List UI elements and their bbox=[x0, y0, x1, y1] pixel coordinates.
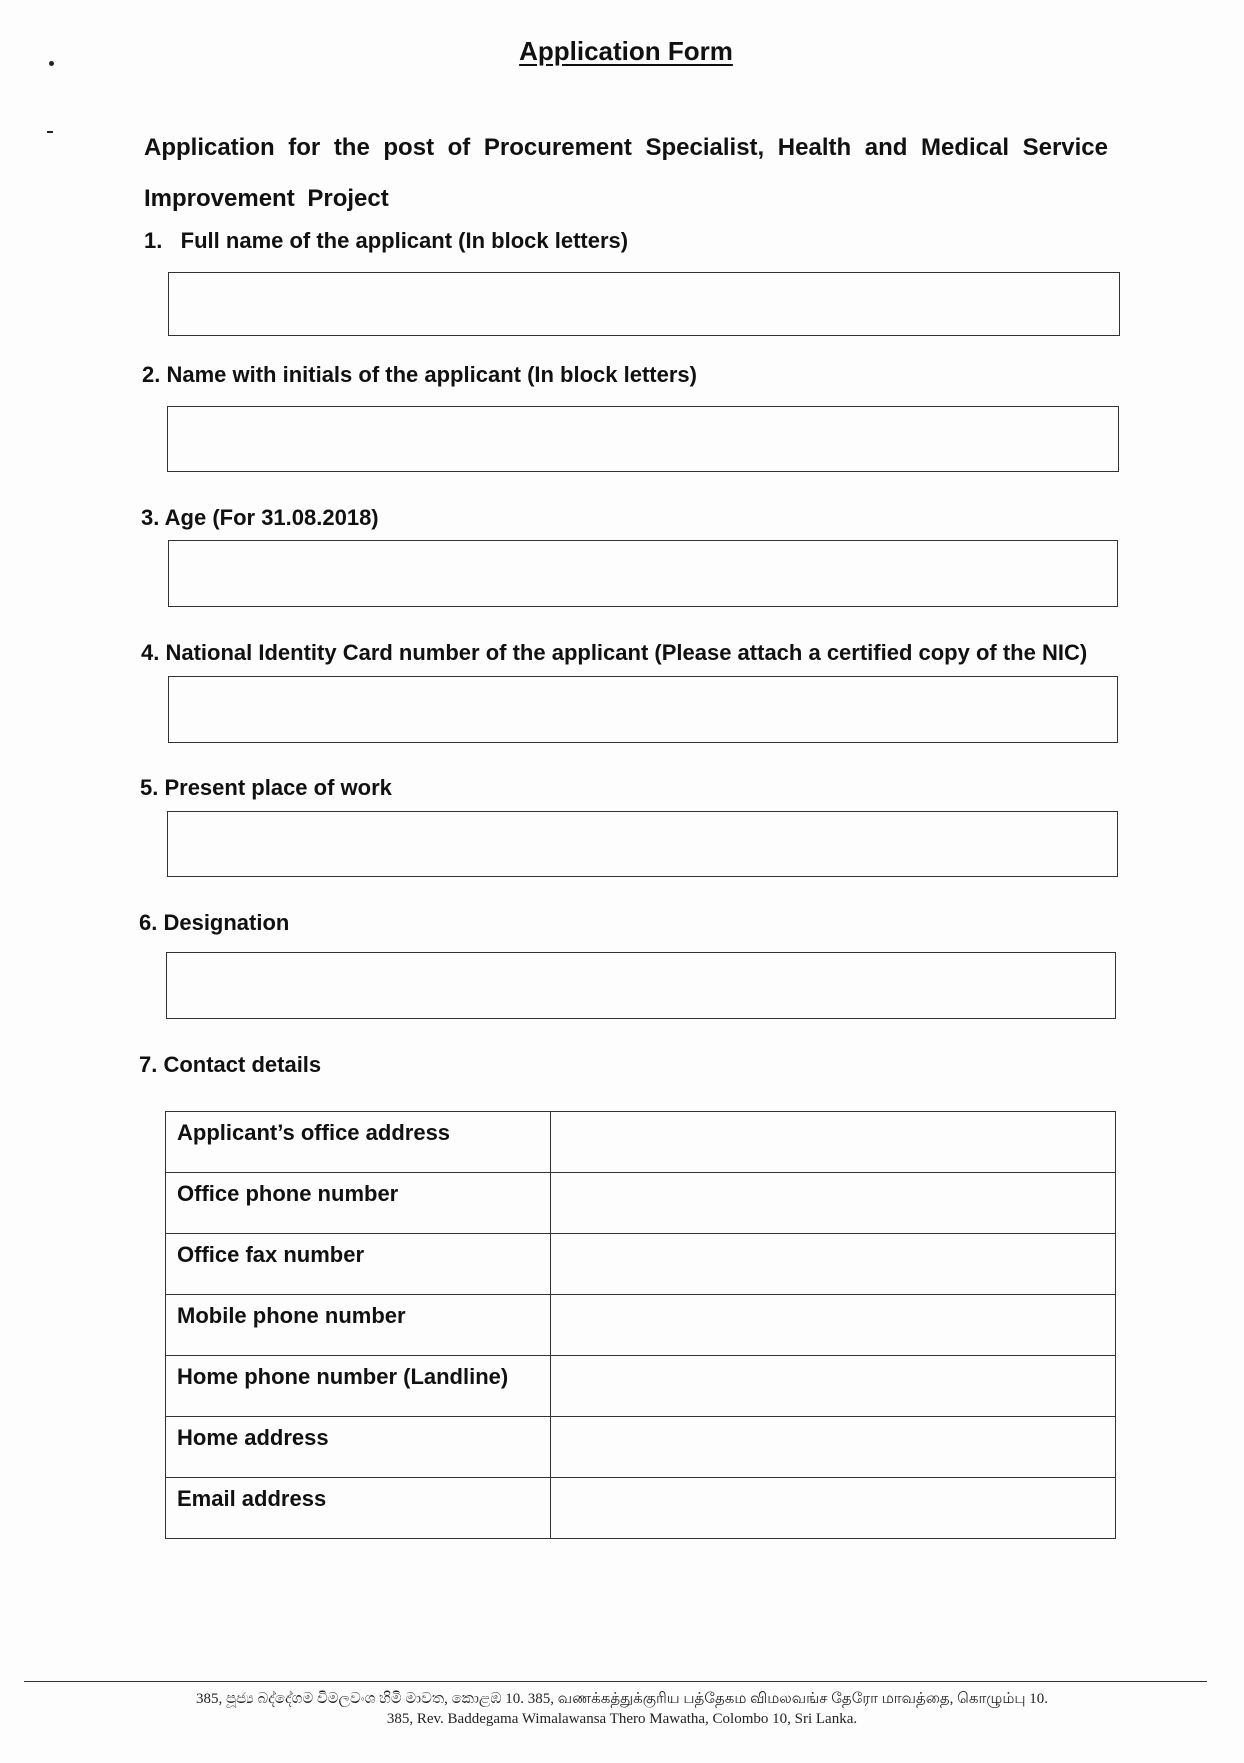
email-address-field[interactable] bbox=[551, 1478, 1116, 1539]
office-fax-label: Office fax number bbox=[166, 1234, 551, 1295]
contact-details-heading: 7. Contact details bbox=[139, 1052, 322, 1077]
contact-details-table bbox=[165, 1111, 1116, 1539]
nic-number-field[interactable] bbox=[168, 676, 1118, 743]
email-address-label: Email address bbox=[166, 1478, 551, 1539]
office-fax-field[interactable] bbox=[551, 1234, 1116, 1295]
table-row bbox=[166, 1295, 1116, 1356]
question-1-label: 1. Full name of the applicant (In block letters) bbox=[144, 228, 629, 253]
office-phone-field[interactable] bbox=[551, 1173, 1116, 1234]
question-2-label: 2. Name with initials of the applicant (In block letters) bbox=[142, 362, 697, 387]
home-address-field[interactable] bbox=[551, 1417, 1116, 1478]
office-address-field[interactable] bbox=[551, 1112, 1116, 1173]
home-phone-field[interactable] bbox=[551, 1356, 1116, 1417]
question-6-label: 6. Designation bbox=[139, 910, 290, 935]
footer-address-english: 385, Rev. Baddegama Wimalawansa Thero Mawatha, Colombo 10, Sri Lanka. bbox=[386, 1711, 858, 1727]
question-5-label: 5. Present place of work bbox=[140, 775, 392, 800]
table-row bbox=[166, 1417, 1116, 1478]
mobile-phone-field[interactable] bbox=[551, 1295, 1116, 1356]
mobile-phone-label: Mobile phone number bbox=[166, 1295, 551, 1356]
form-intro: Application for the post of Procurement Specialist, Health and Medical Service Improvement Project bbox=[144, 134, 1108, 212]
question-3-label: 3. Age (For 31.08.2018) bbox=[141, 505, 379, 530]
footer-divider bbox=[24, 1681, 1207, 1682]
table-row bbox=[166, 1112, 1116, 1173]
age-field[interactable] bbox=[168, 540, 1118, 607]
question-4-label: 4. National Identity Card number of the applicant (Please attach a certified copy of the NIC) bbox=[141, 640, 1088, 665]
full-name-field[interactable] bbox=[168, 272, 1120, 336]
table-row bbox=[166, 1356, 1116, 1417]
name-with-initials-field[interactable] bbox=[167, 406, 1119, 472]
table-row bbox=[166, 1478, 1116, 1539]
office-phone-label: Office phone number bbox=[166, 1173, 551, 1234]
home-address-label: Home address bbox=[166, 1417, 551, 1478]
present-place-of-work-field[interactable] bbox=[167, 811, 1118, 877]
designation-field[interactable] bbox=[166, 952, 1116, 1019]
office-address-label: Applicant’s office address bbox=[166, 1112, 551, 1173]
home-phone-label: Home phone number (Landline) bbox=[166, 1356, 551, 1417]
form-title: Application Form bbox=[519, 36, 733, 66]
footer-address-local: 385, පූජ්‍ය බද්දේගම විමලවංශ හිමි මාවත, කොළඹ 10. 385, வணக்கத்துக்குரிய பத்தேகம விமலவங்ச தேரோ மாவத்தை, கொழும்பு 10. bbox=[195, 1691, 1049, 1707]
scan-dash-mark bbox=[47, 131, 53, 133]
table-row bbox=[166, 1173, 1116, 1234]
table-row bbox=[166, 1234, 1116, 1295]
